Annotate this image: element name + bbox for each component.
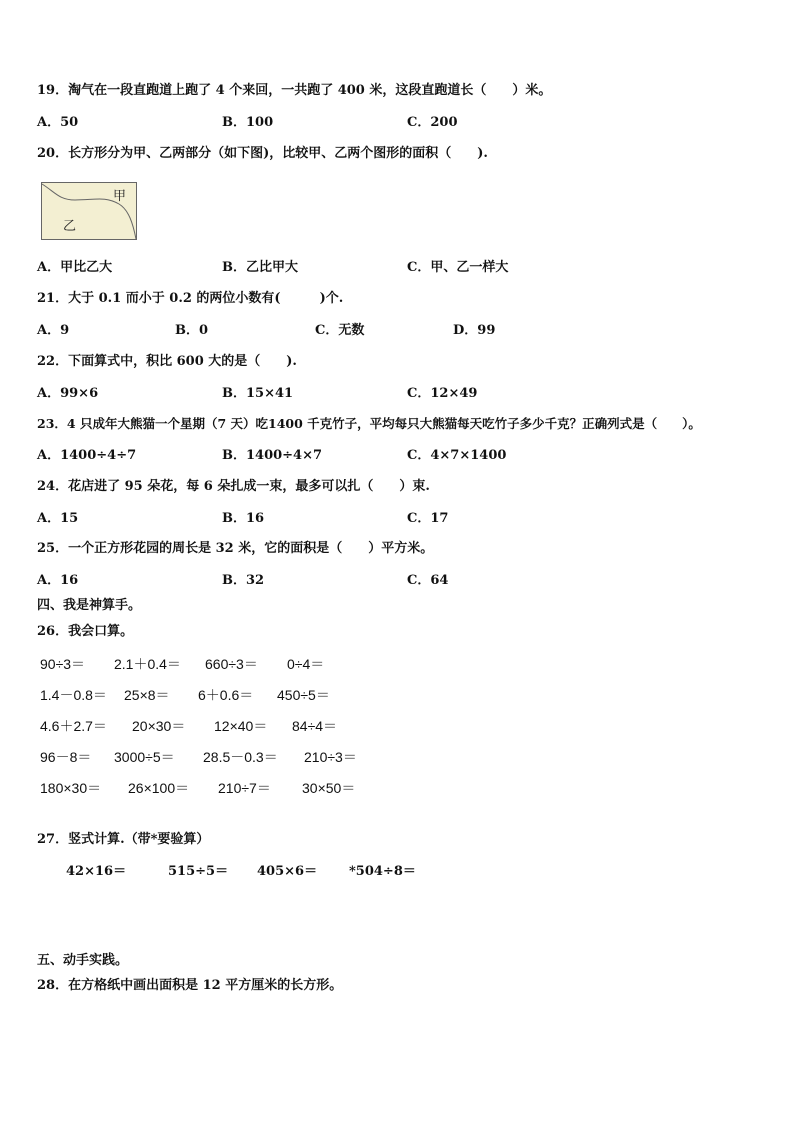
mental-calc-r2-c2: 25×8＝ bbox=[124, 687, 170, 703]
mental-calc-r4-c3: 28.5－0.3＝ bbox=[203, 749, 278, 765]
mental-calc-r2-c4: 450÷5＝ bbox=[277, 687, 330, 703]
vertical-calc-4: *504÷8＝ bbox=[349, 864, 416, 879]
question-25-option-b: B．32 bbox=[222, 573, 265, 588]
question-26-stem: 26．我会口算。 bbox=[37, 624, 134, 639]
question-23-option-b: B．1400÷4×7 bbox=[222, 448, 323, 463]
mental-calc-r1-c1: 90÷3＝ bbox=[40, 656, 86, 672]
mental-calc-r5-c2: 26×100＝ bbox=[128, 780, 190, 796]
question-23-option-c: C．4×7×1400 bbox=[407, 448, 507, 463]
mental-calc-r5-c1: 180×30＝ bbox=[40, 780, 102, 796]
mental-calc-r3-c1: 4.6＋2.7＝ bbox=[40, 718, 107, 734]
question-20-option-a: A．甲比乙大 bbox=[37, 260, 113, 275]
mental-calc-r1-c2: 2.1＋0.4＝ bbox=[114, 656, 181, 672]
question-23-stem: 23．4 只成年大熊猫一个星期（7 天）吃1400 千克竹子，平均每只大熊猫每天吃竹子多少千克？正确列式是（ ）。 bbox=[37, 416, 701, 431]
vertical-calc-1: 42×16＝ bbox=[66, 864, 127, 879]
question-27-stem: 27．竖式计算.（带*要验算） bbox=[37, 832, 210, 847]
question-22-stem: 22．下面算式中，积比 600 大的是（ ). bbox=[37, 354, 297, 369]
figure-label-jia: 甲 bbox=[113, 189, 127, 204]
mental-calc-r3-c2: 20×30＝ bbox=[132, 718, 186, 734]
mental-calc-r1-c3: 660÷3＝ bbox=[205, 656, 258, 672]
question-21-option-b: B．0 bbox=[175, 323, 209, 338]
vertical-calc-2: 515÷5＝ bbox=[168, 864, 229, 879]
question-19-option-b: B．100 bbox=[222, 115, 274, 130]
rectangle-figure bbox=[41, 182, 137, 240]
question-21-stem: 21．大于 0.1 而小于 0.2 的两位小数有( )个. bbox=[37, 291, 344, 306]
question-21-option-c: C．无数 bbox=[315, 323, 365, 338]
question-25-option-c: C．64 bbox=[407, 573, 449, 588]
mental-calc-r2-c3: 6＋0.6＝ bbox=[198, 687, 254, 703]
question-24-option-b: B．16 bbox=[222, 511, 265, 526]
mental-calc-r3-c4: 84÷4＝ bbox=[292, 718, 338, 734]
question-20-option-c: C．甲、乙一样大 bbox=[407, 260, 509, 275]
question-20-option-b: B．乙比甲大 bbox=[222, 260, 298, 275]
mental-calc-r4-c4: 210÷3＝ bbox=[304, 749, 357, 765]
question-19-stem: 19．淘气在一段直跑道上跑了 4 个来回，一共跑了 400 米，这段直跑道长（ ）米。 bbox=[37, 83, 552, 98]
question-19-option-a: A．50 bbox=[37, 115, 79, 130]
mental-calc-r4-c2: 3000÷5＝ bbox=[114, 749, 175, 765]
question-23-option-a: A．1400÷4÷7 bbox=[37, 448, 137, 463]
question-20-stem: 20．长方形分为甲、乙两部分（如下图)，比较甲、乙两个图形的面积（ ). bbox=[37, 146, 488, 161]
mental-calc-r1-c4: 0÷4＝ bbox=[287, 656, 325, 672]
question-28-stem: 28．在方格纸中画出面积是 12 平方厘米的长方形。 bbox=[37, 978, 343, 993]
mental-calc-r5-c3: 210÷7＝ bbox=[218, 780, 271, 796]
question-22-option-b: B．15×41 bbox=[222, 386, 294, 401]
question-22-option-c: C．12×49 bbox=[407, 386, 478, 401]
question-24-stem: 24．花店进了 95 朵花，每 6 朵扎成一束，最多可以扎（ ）束. bbox=[37, 479, 430, 494]
mental-calc-r3-c3: 12×40＝ bbox=[214, 718, 268, 734]
question-25-option-a: A．16 bbox=[37, 573, 79, 588]
mental-calc-r5-c4: 30×50＝ bbox=[302, 780, 356, 796]
section-4-heading: 四、我是神算手。 bbox=[37, 598, 142, 613]
question-21-option-d: D．99 bbox=[453, 323, 496, 338]
mental-calc-r4-c1: 96－8＝ bbox=[40, 749, 92, 765]
question-22-option-a: A．99×6 bbox=[37, 386, 99, 401]
question-21-option-a: A．9 bbox=[37, 323, 70, 338]
question-19-option-c: C．200 bbox=[407, 115, 458, 130]
question-24-option-a: A．15 bbox=[37, 511, 79, 526]
rectangle-divided-figure bbox=[41, 182, 137, 240]
vertical-calc-3: 405×6＝ bbox=[257, 864, 318, 879]
section-5-heading: 五、动手实践。 bbox=[37, 953, 129, 968]
figure-label-yi: 乙 bbox=[63, 219, 77, 234]
question-25-stem: 25．一个正方形花园的周长是 32 米，它的面积是（ ）平方米。 bbox=[37, 541, 434, 556]
mental-calc-r2-c1: 1.4－0.8＝ bbox=[40, 687, 107, 703]
question-24-option-c: C．17 bbox=[407, 511, 449, 526]
